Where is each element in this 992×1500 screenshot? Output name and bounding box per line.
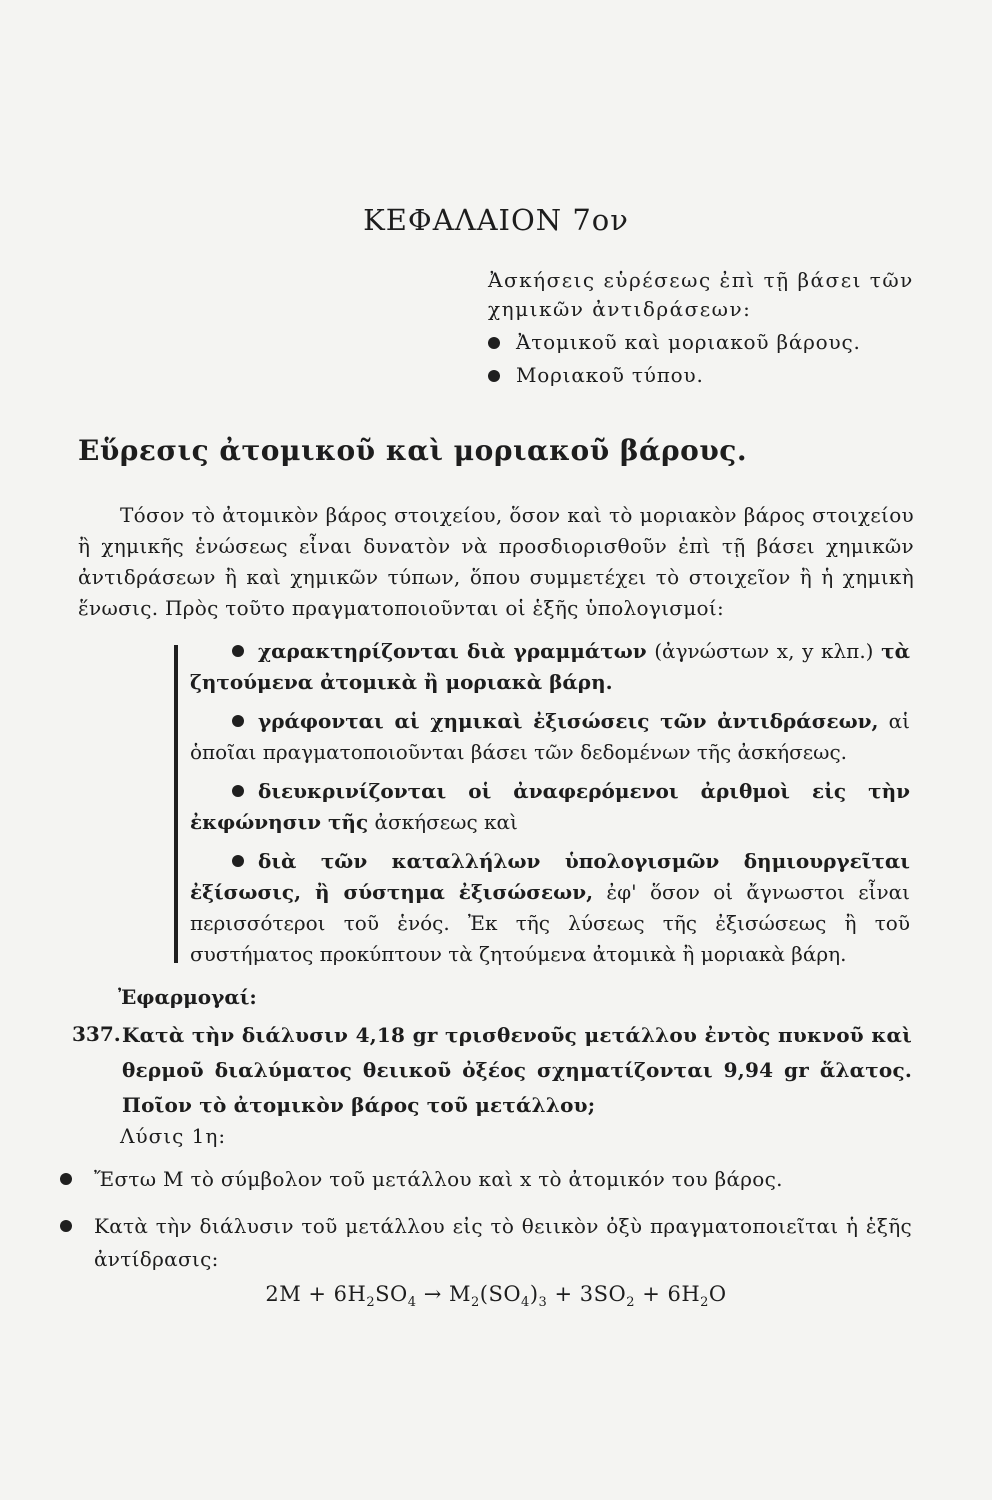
bullet-icon (60, 1220, 72, 1232)
solution-step-text: Κατὰ τὴν διάλυσιν τοῦ μετάλλου εἰς τὸ θειικὸν ὀξὺ πραγματοποιεῖται ἡ ἑξῆς ἀντίδρασις: (94, 1214, 912, 1271)
list-item-bold: γράφονται αἱ χημικαὶ ἐξισώσεις τῶν ἀντιδράσεων, (258, 709, 879, 733)
intro-heading (488, 266, 928, 324)
list-item-text: ἐφ' ὅσον οἱ ἄγνωστοι εἶναι περισσότεροι τοῦ ἑνός. Ἐκ τῆς λύσεως τῆς ἐξισώσεως ἢ τοῦ συστήματος προκύπτουν τὰ ζητούμενα ἀτομικὰ ἢ μοριακὰ βάρη. (190, 880, 910, 966)
list-item (190, 776, 910, 838)
calculation-steps-list (190, 636, 910, 978)
list-item-text: (ἀγνώστων x, y κλπ.) (646, 639, 882, 663)
list-item-bold: διὰ τῶν καταλλήλων ὑπολογισμῶν δημιουργεῖται ἐξίσωσις, ἢ σύστημα ἐξισώσεων, (190, 849, 910, 904)
bullet-icon (232, 715, 244, 727)
intro-paragraph (78, 500, 914, 624)
list-item-text: αἱ ὁποῖαι πραγματοποιοῦνται βάσει τῶν δεδομένων τῆς ἀσκήσεως. (190, 709, 910, 764)
solution-label: Λύσις 1η: (120, 1124, 227, 1148)
chemical-equation: $2M + 6H_2SO_4 \to M_2(SO_4)_3 + 3SO_2 + 6H_2O$ (265, 1282, 727, 1311)
applications-heading: Ἐφαρμογαί: (118, 985, 257, 1009)
list-item-text: ἀσκήσεως καὶ (368, 810, 518, 834)
paragraph-text: Τόσον τὸ ἀτομικὸν βάρος στοιχείου, ὅσον καὶ τὸ μοριακὸν βάρος στοιχείου ἢ χημικῆς ἑνώσεως εἶναι δυνατὸν νὰ προσδιορισθοῦν ἐπὶ τῇ βάσει χημικῶν ἀντιδράσεων ἢ καὶ χημικῶν τύπων, ὅπου συμμετέχει τὸ στοιχεῖον ἢ ἡ χημικὴ ἕνωσις. Πρὸς τοῦτο πραγματοποιοῦνται οἱ ἑξῆς ὑπολογισμοί: (78, 503, 914, 620)
bullet-icon (60, 1173, 72, 1185)
bullet-icon (488, 370, 500, 382)
list-item-bold: διευκρινίζονται οἱ ἀναφερόμενοι ἀριθμοὶ εἰς τὴν ἐκφώνησιν τῆς (190, 779, 910, 834)
list-item (190, 846, 910, 970)
list-item-bold: τὰ ζητούμενα ἀτομικὰ ἢ μοριακὰ βάρη. (190, 639, 910, 694)
solution-step (60, 1163, 912, 1196)
intro-bullet-item (488, 328, 928, 357)
problem-statement: Κατὰ τὴν διάλυσιν 4,18 gr τρισθενοῦς μετάλλου ἐντὸς πυκνοῦ καὶ θερμοῦ διαλύματος θειικοῦ ὀξέος σχηματίζονται 9,94 gr ἅλατος. Ποῖον τὸ ἀτομικὸν βάρος τοῦ μετάλλου; (122, 1023, 912, 1117)
chapter-title: ΚΕΦΑΛΑΙΟΝ 7ον (363, 203, 629, 237)
bullet-icon (488, 337, 500, 349)
intro-heading-line: Ἀσκήσεις εὑρέσεως ἐπὶ τῇ βάσει τῶν (488, 268, 914, 292)
vertical-rule (174, 645, 178, 963)
solution-step-text: Ἔστω Μ τὸ σύμβολον τοῦ μετάλλου καὶ x τὸ ἀτομικόν του βάρος. (94, 1167, 783, 1191)
list-item (190, 706, 910, 768)
bullet-icon (232, 645, 244, 657)
bullet-icon (232, 785, 244, 797)
intro-bullet-text: Ἀτομικοῦ καὶ μοριακοῦ βάρους. (516, 330, 861, 354)
section-title: Εὕρεσις ἀτομικοῦ καὶ μοριακοῦ βάρους. (78, 434, 748, 467)
intro-bullet-item (488, 361, 928, 390)
list-item (190, 636, 910, 698)
intro-heading-line: χημικῶν ἀντιδράσεων: (488, 297, 752, 321)
bullet-icon (232, 855, 244, 867)
chapter-intro (488, 266, 928, 390)
list-item-bold: χαρακτηρίζονται διὰ γραμμάτων (258, 639, 647, 663)
solution-step (60, 1210, 912, 1276)
intro-bullet-text: Μοριακοῦ τύπου. (516, 363, 704, 387)
problem-number: 337. (72, 1022, 121, 1046)
